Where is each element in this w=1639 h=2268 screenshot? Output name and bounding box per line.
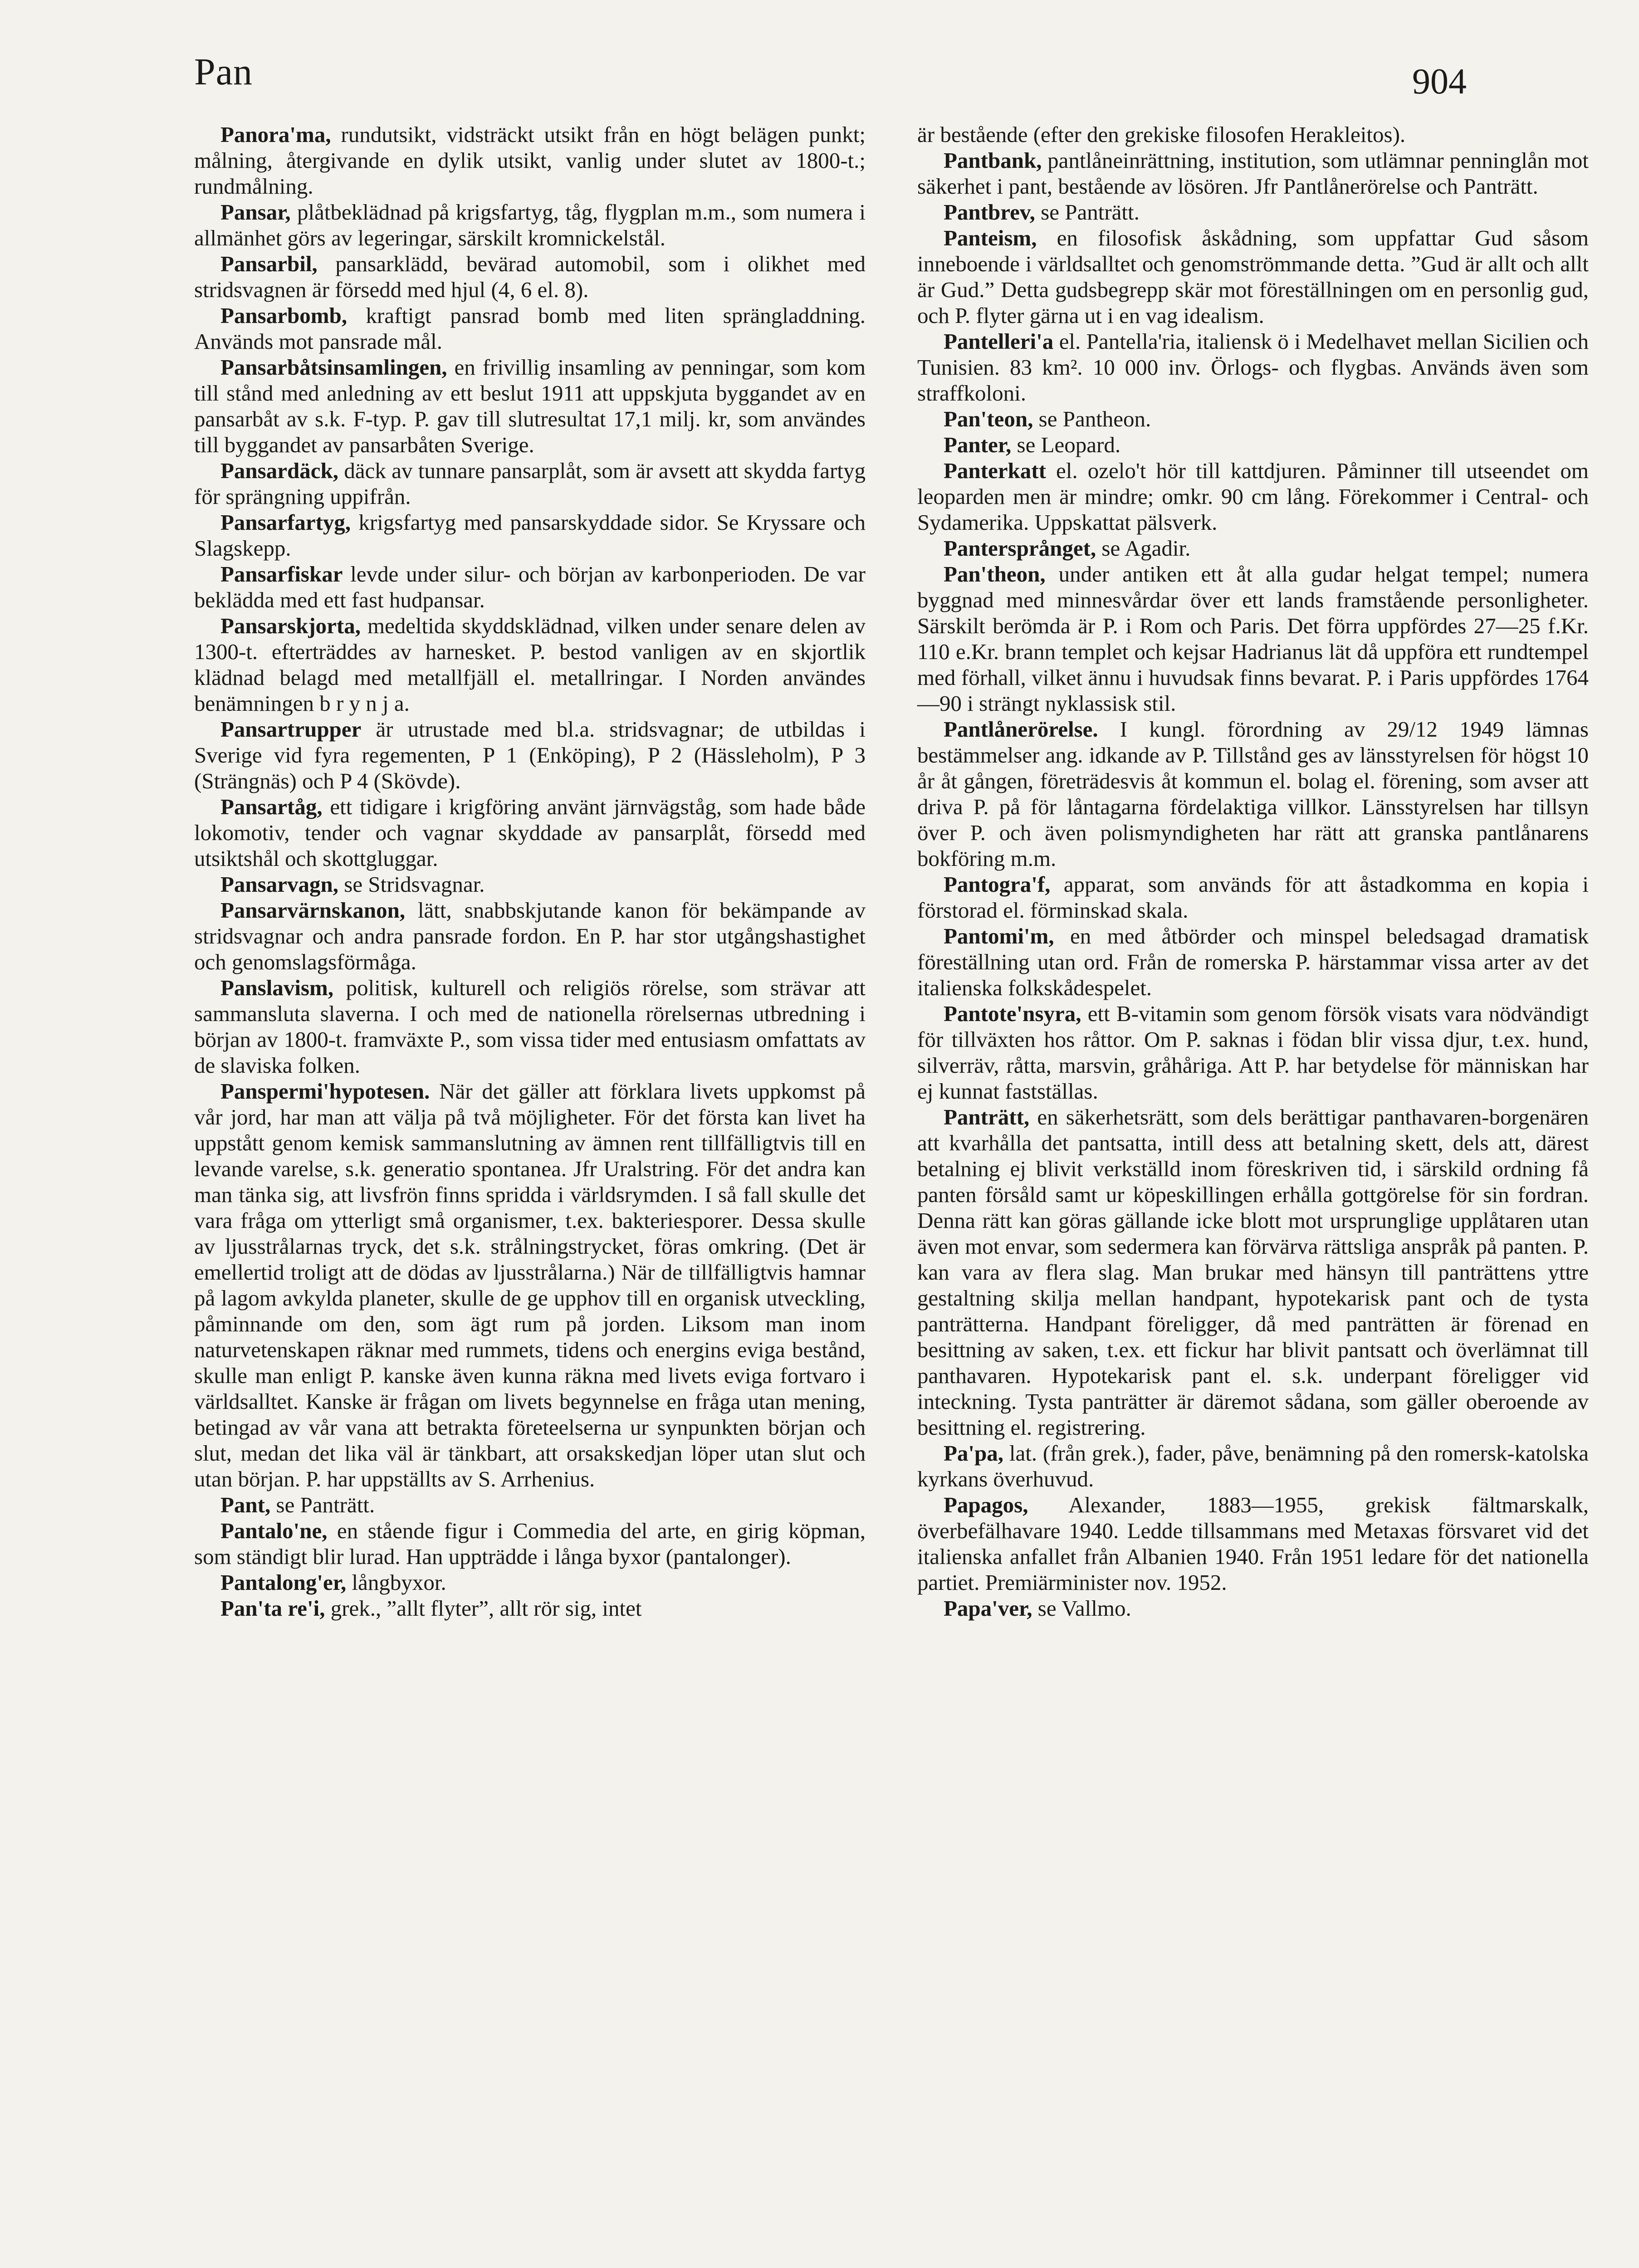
dictionary-entry: [917, 1492, 1589, 1595]
entry-definition: en frivillig insamling av penningar, som kom till stånd med anledning av ett beslut 1911 att uppskjuta byggandet av en pansarbåt av s.k. F-typ. P. gav till slutresultat 17,1 milj. kr, som användes till byggandet av pansarbåten Sverige.: [194, 355, 866, 457]
entry-definition: se Vallmo.: [1032, 1596, 1131, 1621]
entry-definition: pansarklädd, bevärad automobil, som i olikhet med stridsvagnen är försedd med hjul (4, 6 el. 8).: [194, 251, 866, 302]
dictionary-entry: [917, 432, 1589, 458]
dictionary-entry: [194, 1518, 866, 1569]
dictionary-entry: [917, 406, 1589, 432]
dictionary-entry: [194, 1078, 866, 1492]
entry-definition: se Panträtt.: [270, 1492, 375, 1517]
dictionary-entry: [194, 509, 866, 561]
entry-definition: långbyxor.: [346, 1570, 446, 1595]
entry-definition: När det gäller att förklara livets uppkomst på vår jord, har man att välja på två möjligheter. För det första kan livet ha uppstått genom kemisk sammanslutning av ämnen rent tillfälligtvis till en levande varelse, s.k. generatio spontanea. Jfr Uralstring. För det andra kan man tänka sig, att livsfrön finns spridda i världsrymden. I så fall skulle det vara fråga om ytterligt små organismer, t.ex. bakteriesporer. Dessa skulle av ljusstrålarnas tryck, det s.k. strålningstrycket, föras omkring. (Det är emellertid troligt att de dödas av ljusstrålarna.) När de tillfälligtvis hamnar på lagom avkylda planeter, skulle de ge upphov till en organisk utveckling, påminnande om den, som ägt rum på jorden. Liksom man inom naturvetenskapen räknar med rummets, tidens och energins eviga bestånd, skulle man enligt P. kanske även kunna räkna med livets eviga fortvaro i världsalltet. Kanske är frågan om livets begynnelse en fråga utan mening, betingad av vår vana att betrakta företeelserna ur synpunkten början och slut, medan det lika väl är tänkbart, att orsakskedjan löper utan slut och utan början. P. har uppställts av S. Arrhenius.: [194, 1079, 866, 1491]
entry-definition: en säkerhetsrätt, som dels berättigar panthavaren-borgenären att kvarhålla det pantsatta, intill dess att betalning skett, dels att, därest betalning ej blivit verkställd inom föreskriven tid, i särskild ordning få panten försåld samt ur köpeskillingen erhålla gottgörelse för sin fordran. Denna rätt kan göras gällande icke blott mot ursprunglige upplåtaren utan även mot envar, som sedermera kan förvärva rättsliga anspråk på panten. P. kan vara av flera slag. Man brukar med hänsyn till panträttens yttre gestaltning skilja mellan handpant, hypotekarisk pant och de tysta panträtterna. Handpant föreligger, då med panträtten är förenad en besittning av saken, t.ex. ett fickur har blivit pantsatt och överlämnat till panthavaren. Hypotekarisk pant el. s.k. underpant föreligger vid inteckning. Tysta panträtter är däremot sådana, som gäller oberoende av besittning el. registrering.: [917, 1105, 1589, 1440]
entry-headword: Papagos,: [944, 1492, 1028, 1517]
entry-headword: Pansarbil,: [220, 251, 318, 276]
entry-definition: ett B-vitamin som genom försök visats vara nödvändigt för tillväxten hos råttor. Om P. saknas i födan blir vissa djur, t.ex. hund, silverräv, råtta, marsvin, gråhåriga. Att P. har betydelse för människan har ej kunnat fastställas.: [917, 1001, 1589, 1104]
entry-headword: Panora'ma,: [220, 122, 331, 147]
dictionary-entry: [917, 716, 1589, 871]
entry-headword: Pantalo'ne,: [220, 1518, 328, 1543]
entry-headword: Pan'theon,: [944, 562, 1046, 587]
entry-definition: levde under silur- och början av karbonperioden. De var beklädda med ett fast hudpansar.: [194, 562, 866, 612]
dictionary-entry: [194, 871, 866, 897]
entry-headword: Pansarfiskar: [220, 562, 343, 587]
entry-headword: Panspermi'hypotesen.: [220, 1079, 430, 1104]
entry-headword: Pansartrupper: [220, 717, 362, 742]
left-column: [194, 122, 866, 1621]
entry-definition: under antiken ett åt alla gudar helgat tempel; numera byggnad med minnesvårdar över ett lands framstående personligheter. Särskilt berömda är P. i Rom och Paris. Det förra uppfördes 27—25 f.Kr. 110 e.Kr. brann templet och kejsar Hadrianus lät då uppföra ett rundtempel med förhall, vilket ännu i huvudsak finns bevarat. P. i Paris uppfördes 1764—90 i strängt nyklassisk stil.: [917, 562, 1589, 716]
right-column: [917, 122, 1589, 1621]
entry-headword: Pantbank,: [944, 148, 1042, 173]
entry-headword: Panter,: [944, 432, 1012, 457]
entry-headword: Pansarfartyg,: [220, 510, 351, 535]
entry-definition: krigsfartyg med pansarskyddade sidor. Se Kryssare och Slagskepp.: [194, 510, 866, 561]
dictionary-entry: [917, 561, 1589, 716]
dictionary-entry: [917, 122, 1589, 147]
entry-definition: grek., ”allt flyter”, allt rör sig, intet: [325, 1596, 642, 1621]
dictionary-entry: [917, 1104, 1589, 1440]
entry-headword: Pansardäck,: [220, 458, 339, 483]
entry-headword: Pantote'nsyra,: [944, 1001, 1081, 1026]
entry-headword: Panslavism,: [220, 975, 334, 1000]
entry-definition: rundutsikt, vidsträckt utsikt från en högt belägen punkt; målning, återgivande en dylik utsikt, vanlig under slutet av 1800-t.; rundmålning.: [194, 122, 866, 199]
dictionary-entry: [194, 199, 866, 251]
dictionary-entry: [194, 1492, 866, 1518]
entry-definition: el. ozelo't hör till kattdjuren. Påminner till utseendet om leoparden men är mindre; omkr. 90 cm lång. Förekommer i Central- och Sydamerika. Uppskattat pälsverk.: [917, 458, 1589, 535]
dictionary-entry: [194, 975, 866, 1078]
entry-definition: lätt, snabbskjutande kanon för bekämpande av stridsvagnar och andra pansrade fordon. En P. har stor utgångshastighet och genomslagsförmåga.: [194, 898, 866, 974]
entry-headword: Pansarskjorta,: [220, 613, 361, 638]
entry-headword: Pansar,: [220, 200, 291, 225]
entry-definition: en filosofisk åskådning, som uppfattar Gud såsom inneboende i världsalltet och genomströmmande detta. ”Gud är allt och allt är Gud.” Detta gudsbegrepp skär mot föreställningen om en personlig gud, och P. flyter gärna ut i en vag idealism.: [917, 225, 1589, 328]
entry-definition: ett tidigare i krigföring använt järnvägståg, som hade både lokomotiv, tender och vagnar skyddade av pansarplåt, försedd med utsiktshål och skottgluggar.: [194, 794, 866, 871]
dictionary-entry: [917, 458, 1589, 535]
entry-definition: medeltida skyddsklädnad, vilken under senare delen av 1300-t. efterträddes av harnesket. P. bestod vanligen av en skjortlik klädnad belagd med metallfjäll el. metallringar. I Norden användes benämningen b r y n j a.: [194, 613, 866, 716]
entry-headword: Papa'ver,: [944, 1596, 1032, 1621]
entry-headword: Pantersprånget,: [944, 536, 1096, 561]
entry-definition: politisk, kulturell och religiös rörelse, som strävar att sammansluta slaverna. I och med de nationella rörelsernas utbredning i början av 1800-t. framväxte P., som vissa tider med entusiasm omfattats av de slaviska folken.: [194, 975, 866, 1078]
dictionary-entry: [194, 1595, 866, 1621]
dictionary-entry: [194, 613, 866, 716]
entry-definition: se Stridsvagnar.: [338, 872, 485, 897]
dictionary-entry: [194, 251, 866, 303]
entry-definition: en stående figur i Commedia del arte, en girig köpman, som ständigt blir lurad. Han uppträdde i långa byxor (pantalonger).: [194, 1518, 866, 1569]
dictionary-entry: [917, 535, 1589, 561]
dictionary-entry: [917, 871, 1589, 923]
dictionary-entry: [917, 328, 1589, 406]
dictionary-entry: [917, 1595, 1589, 1621]
entry-definition: se Panträtt.: [1035, 200, 1140, 225]
dictionary-entry: [917, 1440, 1589, 1492]
dictionary-entry: [194, 122, 866, 199]
dictionary-entry: [194, 794, 866, 871]
entry-definition: apparat, som används för att åstadkomma en kopia i förstorad el. förminskad skala.: [917, 872, 1589, 923]
entry-headword: Pansarvärnskanon,: [220, 898, 406, 923]
dictionary-entry: [917, 147, 1589, 199]
entry-headword: Pantomi'm,: [944, 924, 1054, 948]
entry-headword: Pansarvagn,: [220, 872, 339, 897]
entry-headword: Pansartåg,: [220, 794, 323, 819]
entry-definition: kraftigt pansrad bomb med liten sprängladdning. Används mot pansrade mål.: [194, 303, 866, 354]
entry-definition: däck av tunnare pansarplåt, som är avsett att skydda fartyg för sprängning uppifrån.: [194, 458, 866, 509]
entry-headword: Pantelleri'a: [944, 329, 1054, 354]
entry-headword: Pant,: [220, 1492, 271, 1517]
entry-headword: Pa'pa,: [944, 1441, 1004, 1466]
entry-headword: Pansarbåtsinsamlingen,: [220, 355, 447, 380]
entry-definition: se Leopard.: [1011, 432, 1121, 457]
dictionary-entry: [194, 303, 866, 354]
entry-definition: Alexander, 1883—1955, grekisk fältmarskalk, överbefälhavare 1940. Ledde tillsammans med Metaxas försvaret vid det italienska anfallet från Albanien 1940. Från 1951 ledare för det nationella partiet. Premiärminister nov. 1952.: [917, 1492, 1589, 1595]
entry-headword: Pantogra'f,: [944, 872, 1051, 897]
dictionary-entry: [194, 897, 866, 975]
entry-definition: el. Pantella'ria, italiensk ö i Medelhavet mellan Sicilien och Tunisien. 83 km². 10 000 inv. Örlogs- och flygbas. Används även som straffkoloni.: [917, 329, 1589, 406]
entry-headword: Pansarbomb,: [220, 303, 347, 328]
entry-headword: Panteism,: [944, 225, 1037, 250]
entry-definition: pantlåneinrättning, institution, som utlämnar penninglån mot säkerhet i pant, bestående av lösören. Jfr Pantlånerörelse och Panträtt.: [917, 148, 1589, 199]
dictionary-entry: [917, 199, 1589, 225]
entry-headword: Pan'ta re'i,: [220, 1596, 325, 1621]
entry-definition: plåtbeklädnad på krigsfartyg, tåg, flygplan m.m., som numera i allmänhet görs av legeringar, särskilt kromnickelstål.: [194, 200, 866, 250]
dictionary-entry: [194, 1569, 866, 1595]
entry-definition: se Pantheon.: [1033, 406, 1151, 431]
dictionary-entry: [194, 354, 866, 458]
entry-headword: Panträtt,: [944, 1105, 1030, 1129]
running-head: Pan: [194, 51, 253, 93]
entry-definition: är bestående (efter den grekiske filosofen Herakleitos).: [917, 122, 1406, 147]
entry-definition: en med åtbörder och minspel beledsagad dramatisk föreställning utan ord. Från de romerska P. härstammar vissa arter av det italienska folkskådespelet.: [917, 924, 1589, 1000]
entry-headword: Pan'teon,: [944, 406, 1033, 431]
dictionary-entry: [917, 923, 1589, 1001]
dictionary-entry: [917, 1001, 1589, 1104]
page-number: 904: [1412, 62, 1467, 102]
entry-headword: Pantalong'er,: [220, 1570, 347, 1595]
dictionary-entry: [194, 458, 866, 509]
dictionary-entry: [194, 561, 866, 613]
entry-headword: Panterkatt: [944, 458, 1046, 483]
entry-headword: Pantbrev,: [944, 200, 1035, 225]
entry-headword: Pantlånerörelse.: [944, 717, 1098, 742]
entry-definition: är utrustade med bl.a. stridsvagnar; de utbildas i Sverige vid fyra regementen, P 1 (Enköping), P 2 (Hässleholm), P 3 (Strängnäs) och P 4 (Skövde).: [194, 717, 866, 793]
entry-definition: se Agadir.: [1096, 536, 1191, 561]
dictionary-entry: [917, 225, 1589, 328]
dictionary-entry: [194, 716, 866, 794]
entry-definition: lat. (från grek.), fader, påve, benämning på den romersk-katolska kyrkans överhuvud.: [917, 1441, 1589, 1491]
entry-definition: I kungl. förordning av 29/12 1949 lämnas bestämmelser ang. idkande av P. Tillstånd ges av länsstyrelsen för högst 10 år åt gången, företrädesvis åt kommun el. bolag el. förening, som avser att driva P. på för låntagarna fördelaktiga villkor. Länsstyrelsen har tillsyn över P. och även polismyndigheten har rätt att granska pantlånarens bokföring m.m.: [917, 717, 1589, 871]
